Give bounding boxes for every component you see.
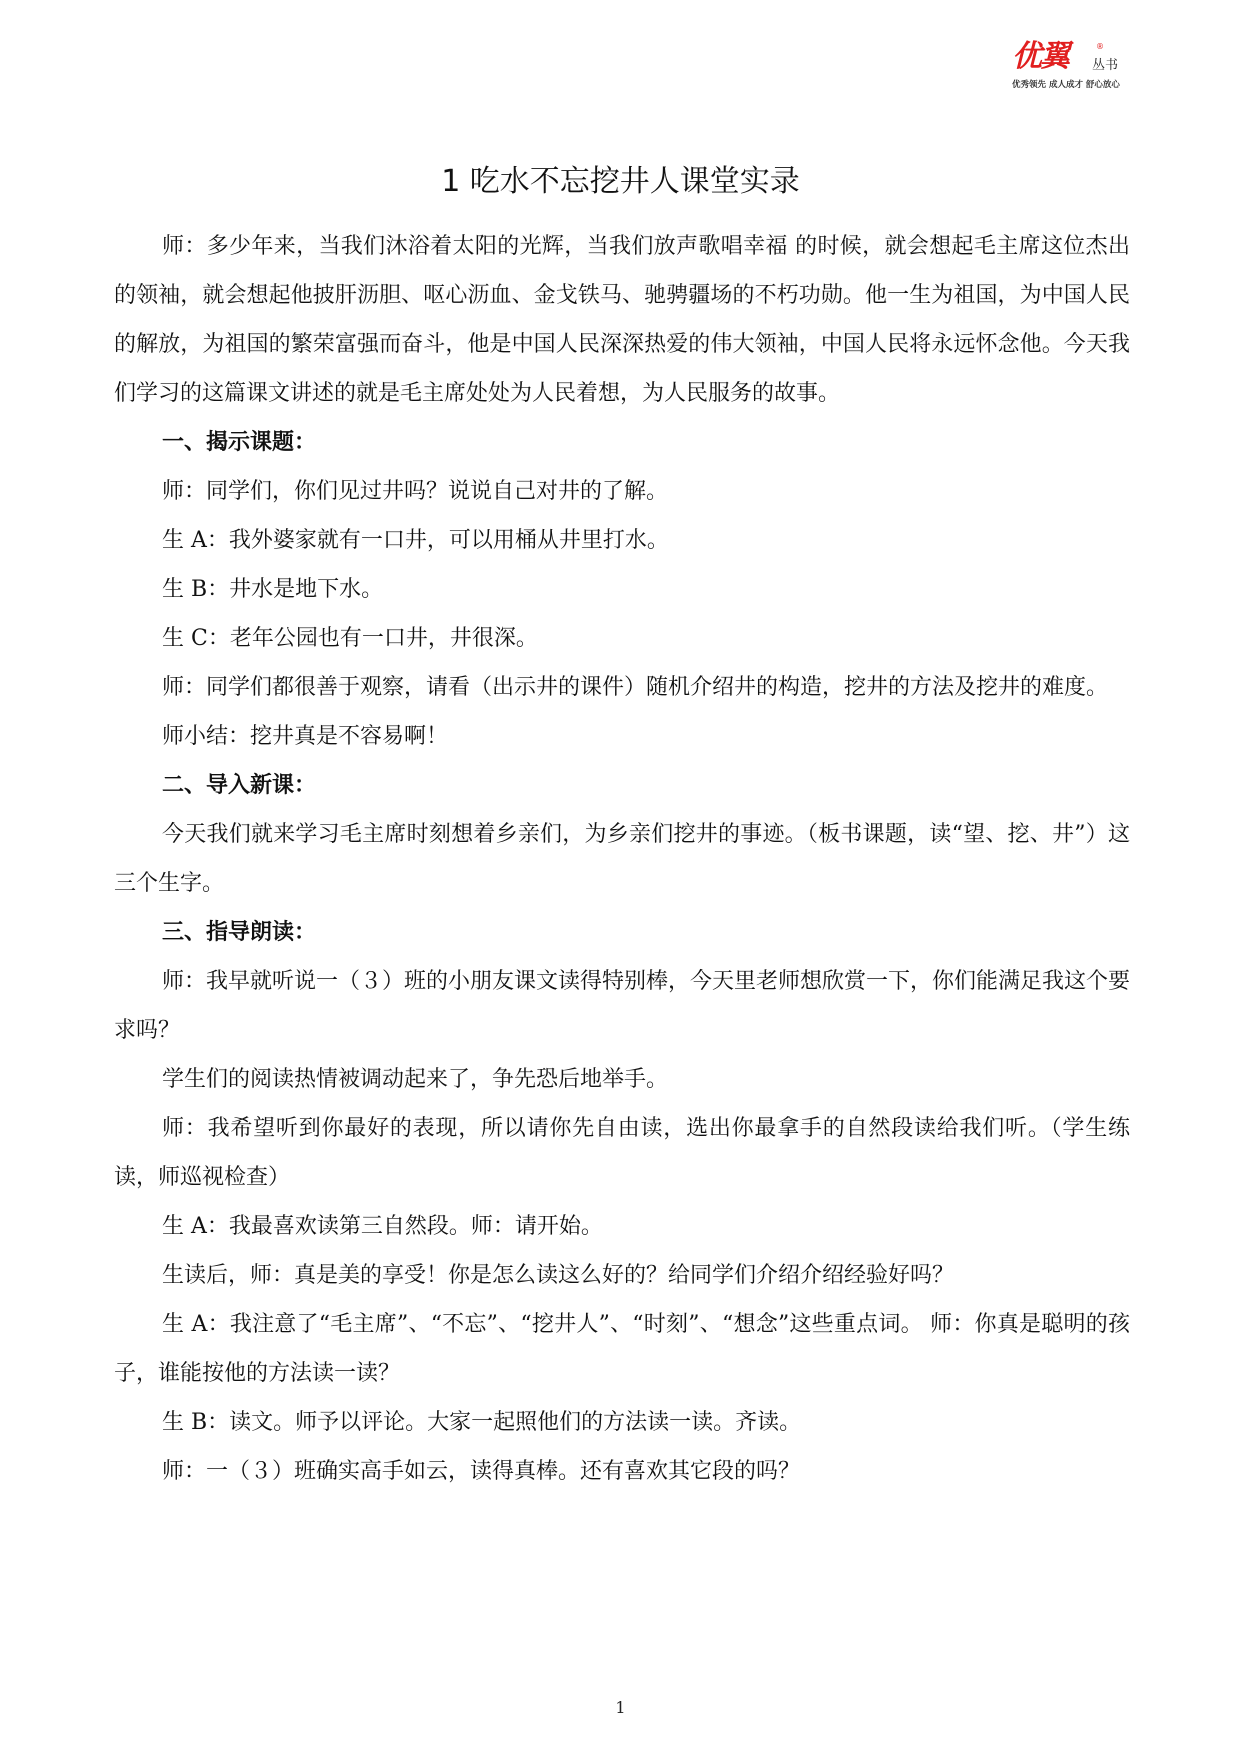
section-heading: 二、导入新课：	[162, 773, 317, 798]
paragraph: 今天我们就来学习毛主席时刻想着乡亲们，为乡亲们挖井的事迹。（板书课题，读“望、挖、井”）这三个生字。	[114, 822, 1130, 896]
paragraph: 师：一（３）班确实高手如云，读得真棒。还有喜欢其它段的吗？	[162, 1459, 801, 1484]
paragraph: 师：多少年来，当我们沐浴着太阳的光辉，当我们放声歌唱幸福 的时候，就会想起毛主席这位杰出的领袖，就会想起他披肝沥胆、呕心沥血、金戈铁马、驰骋疆场的不朽功勋。他一生为祖国，为中国人民的解放，为祖国的繁荣富强而奋斗，他是中国人民深深热爱的伟大领袖，中国人民将永远怀念他。今天我们学习的这篇课文讲述的就是毛主席处处为人民着想，为人民服务的故事。	[114, 234, 1130, 406]
logo-slogan: 优秀领先 成人成才 舒心放心	[1012, 80, 1120, 90]
page-number: 1	[615, 1698, 626, 1717]
paragraph: 学生们的阅读热情被调动起来了，争先恐后地举手。	[162, 1067, 669, 1092]
registered-mark: ®	[1096, 42, 1104, 51]
paragraph: 师：我早就听说一（３）班的小朋友课文读得特别棒，今天里老师想欣赏一下，你们能满足我这个要求吗？	[114, 969, 1131, 1043]
paragraph: 生 B：井水是地下水。	[162, 577, 384, 602]
paragraph: 生读后，师：真是美的享受！你是怎么读这么好的？给同学们介绍介绍经验好吗？	[162, 1263, 955, 1288]
section-heading: 一、揭示课题：	[162, 430, 317, 455]
document-title: 1 吃水不忘挖井人课堂实录	[441, 164, 800, 199]
section-heading: 三、指导朗读：	[162, 920, 317, 945]
document-body	[114, 222, 1130, 1496]
paragraph: 师：同学们，你们见过井吗？说说自己对井的了解。	[162, 479, 669, 504]
paragraph: 师小结：挖井真是不容易啊！	[162, 724, 449, 749]
paragraph: 生 A：我注意了“毛主席”、“不忘”、“挖井人”、“时刻”、“想念”这些重点词。 师：你真是聪明的孩子，谁能按他的方法读一读？	[114, 1312, 1130, 1386]
logo-series-label: 丛书	[1092, 58, 1119, 73]
paragraph: 生 B：读文。师予以评论。大家一起照他们的方法读一读。齐读。	[162, 1410, 802, 1435]
brand-logo	[1012, 40, 1142, 96]
paragraph: 生 C：老年公园也有一口井，井很深。	[162, 626, 538, 651]
logo-wordmark: 优翼	[1012, 39, 1068, 74]
paragraph: 师：同学们都很善于观察，请看（出示井的课件）随机介绍井的构造，挖井的方法及挖井的难度。	[162, 675, 1109, 700]
paragraph: 生 A：我最喜欢读第三自然段。师：请开始。	[162, 1214, 603, 1239]
paragraph: 师：我希望听到你最好的表现，所以请你先自由读，选出你最拿手的自然段读给我们听。（学生练读，师巡视检查）	[114, 1116, 1130, 1190]
paragraph: 生 A：我外婆家就有一口井，可以用桶从井里打水。	[162, 528, 669, 553]
